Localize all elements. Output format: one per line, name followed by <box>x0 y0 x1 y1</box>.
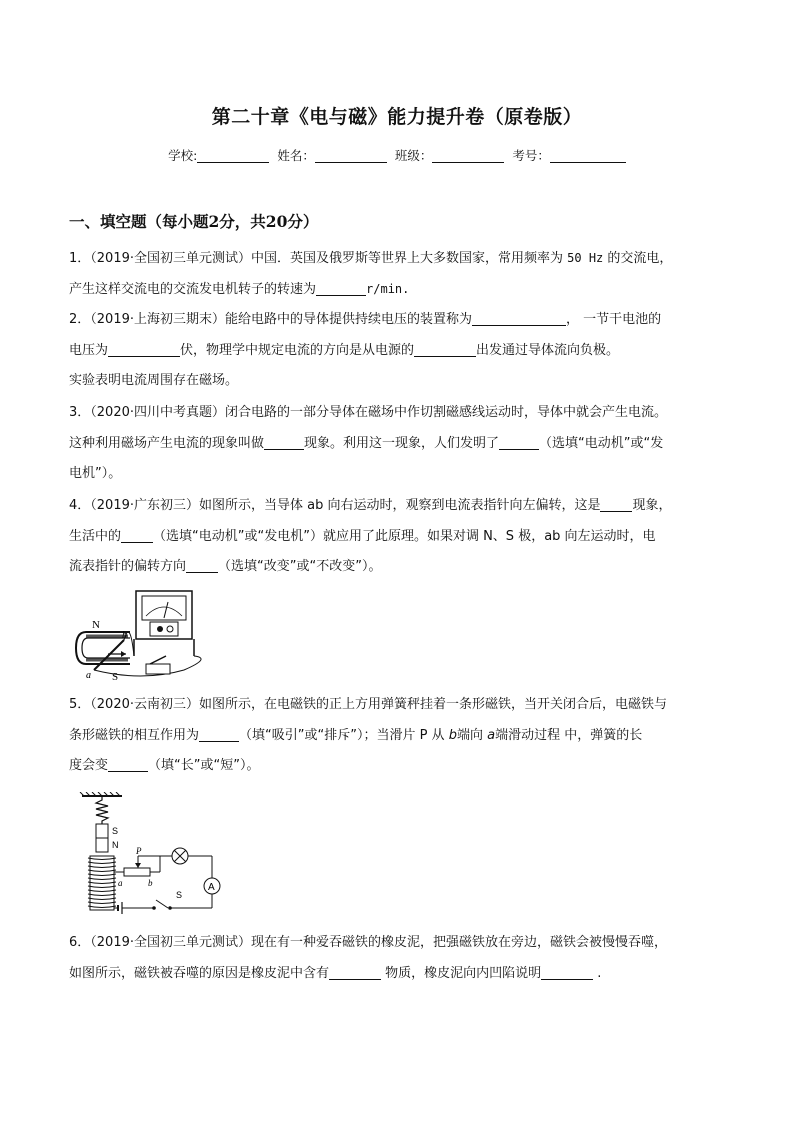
switch <box>146 664 170 674</box>
electromagnet-circuit-figure <box>76 792 228 916</box>
class-field <box>395 146 505 164</box>
question-text: 端滑动过程 中，弹簧的长 <box>495 727 643 743</box>
exam-no-field <box>512 146 626 164</box>
question-number: 1． <box>69 251 91 266</box>
question-text: （填“长”或“短”）。 <box>148 758 260 773</box>
class-blank[interactable] <box>432 148 504 163</box>
question-text: （填“吸引”或“排斥”）；当滑片 P 从 <box>239 727 449 743</box>
question-source: （2020·四川中考真题） <box>90 405 225 420</box>
rheostat-a-label: a <box>118 878 123 888</box>
question-3 <box>69 398 729 490</box>
magnet-N-label: N <box>112 840 119 850</box>
answer-blank[interactable] <box>414 342 476 357</box>
question-text: 实验表明电流周围存在磁场。 <box>69 373 239 388</box>
question-text: 流表指针的偏转方向 <box>69 559 187 574</box>
school-label: 学校: <box>168 148 198 163</box>
slider-P-label: P <box>136 846 142 856</box>
end-a-label: a <box>487 727 496 743</box>
exam-no-label: 考号： <box>512 148 550 163</box>
answer-blank[interactable] <box>329 965 381 980</box>
name-field <box>277 146 387 164</box>
question-text: （选填“电动机”或“发 <box>539 435 664 451</box>
question-text: 产生这样交流电的交流发电机转子的转速为 <box>69 281 317 297</box>
question-1 <box>69 243 729 304</box>
generator-experiment-figure <box>72 588 244 682</box>
question-text: 闭合电路的一部分导体在磁场中作切割磁感线运动时，导体中就会产生电流。 <box>225 405 668 420</box>
question-text: 物质，橡皮泥向内凹陷说明 <box>381 965 542 981</box>
unit-text: r/min. <box>366 281 410 296</box>
rheostat-b-label: b <box>148 878 153 888</box>
conductor-ab <box>94 640 124 670</box>
school-blank[interactable] <box>197 148 269 163</box>
question-text: 如图所示，当导体 ab 向右运动时，观察到电流表指针向左偏转，这是 <box>199 498 601 513</box>
question-text: 的交流电， <box>603 251 673 266</box>
question-source: （2020·云南初三） <box>90 697 199 712</box>
end-a-label: a <box>86 670 91 681</box>
question-source: （2019·广东初三） <box>90 498 199 513</box>
question-text: 现在有一种爱吞磁铁的橡皮泥，把强磁铁放在旁边，磁铁会被慢慢吞噬， <box>251 935 668 950</box>
question-text: 度会变 <box>69 758 109 773</box>
end-b-label: b <box>448 727 457 743</box>
section-heading: 一、填空题（每小题2分，共20分） <box>69 212 319 231</box>
question-number: 3． <box>69 405 91 420</box>
frequency-value: 50 Hz <box>567 251 604 265</box>
magnet-S-label: S <box>112 826 119 836</box>
question-4 <box>69 491 729 583</box>
question-text: 现象， <box>632 498 672 513</box>
page-title: 第二十章《电与磁》能力提升卷（原卷版） <box>211 106 583 128</box>
answer-blank[interactable] <box>499 435 539 450</box>
question-number: 6． <box>69 935 91 950</box>
question-text: 端向 <box>456 727 488 743</box>
switch-S-label: S <box>176 890 183 900</box>
question-text: 出发通过导体流向负极。 <box>476 342 620 358</box>
end-b-label: b <box>122 630 127 641</box>
question-text: 如图所示，在电磁铁的正上方用弹簧秤挂着一条形磁铁，当开关闭合后，电磁铁与 <box>199 697 668 712</box>
answer-blank[interactable] <box>472 311 566 326</box>
answer-blank[interactable] <box>199 727 239 742</box>
question-text: 电机”）。 <box>69 466 122 481</box>
question-text: 伏，物理学中规定电流的方向是从电源的 <box>180 342 415 358</box>
answer-blank[interactable] <box>121 528 153 543</box>
name-label: 姓名： <box>277 148 315 163</box>
question-number: 2． <box>69 312 91 327</box>
question-number: 4． <box>69 498 91 513</box>
question-text: 现象。利用这一现象，人们发明了 <box>304 435 500 451</box>
name-blank[interactable] <box>315 148 387 163</box>
question-text: 能给电路中的导体提供持续电压的装置称为 <box>225 312 473 327</box>
question-text: （选填“改变”或“不改变”）。 <box>218 559 382 574</box>
answer-blank[interactable] <box>264 435 304 450</box>
student-info-row <box>0 146 794 164</box>
question-text: （选填“电动机”或“发电机”）就应用了此原理。如果对调 N、S 极，ab 向左运动时，电 <box>153 528 656 544</box>
exam-no-blank[interactable] <box>550 148 626 163</box>
question-text: 生活中的 <box>69 528 122 544</box>
arrow-right-icon <box>121 651 126 657</box>
question-text: 如图所示，磁铁被吞噬的原因是橡皮泥中含有 <box>69 965 330 981</box>
school-field <box>168 146 269 164</box>
question-text: 这种利用磁场产生电流的现象叫做 <box>69 435 265 451</box>
answer-blank[interactable] <box>186 558 218 573</box>
answer-blank[interactable] <box>541 965 593 980</box>
question-6 <box>69 928 729 989</box>
spring <box>96 796 108 824</box>
question-text: 电压为 <box>69 342 109 358</box>
question-text: 条形磁铁的相互作用为 <box>69 727 200 743</box>
question-5 <box>69 690 729 782</box>
answer-blank[interactable] <box>316 281 366 296</box>
question-number: 5． <box>69 697 91 712</box>
question-text: 中国．英国及俄罗斯等世界上大多数国家，常用频率为 <box>251 251 568 266</box>
ammeter-label: A <box>208 882 215 893</box>
answer-blank[interactable] <box>600 497 632 512</box>
pole-S-label: S <box>112 671 119 682</box>
switch <box>156 900 168 908</box>
question-text: . <box>593 965 602 981</box>
question-source: （2019·全国初三单元测试） <box>90 935 251 950</box>
question-text: ， 一节干电池的 <box>566 312 662 327</box>
rheostat <box>124 868 150 876</box>
question-source: （2019·全国初三单元测试） <box>90 251 251 266</box>
answer-blank[interactable] <box>108 757 148 772</box>
answer-blank[interactable] <box>108 342 180 357</box>
pole-N-label: N <box>92 619 100 631</box>
slider-arrow-icon <box>135 863 141 868</box>
question-2 <box>69 305 729 397</box>
question-source: （2019·上海初三期末） <box>90 312 225 327</box>
class-label: 班级： <box>394 148 433 163</box>
